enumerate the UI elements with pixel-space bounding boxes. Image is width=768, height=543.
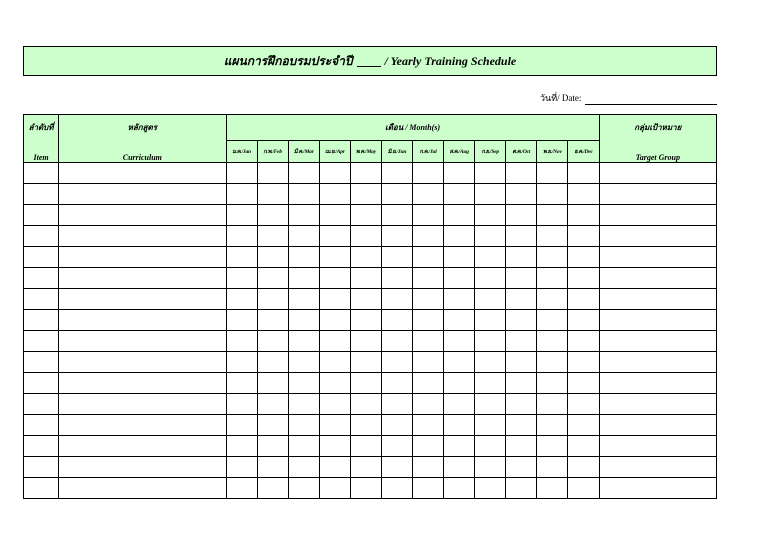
month-cell[interactable] [319,247,350,268]
month-cell[interactable] [381,310,412,331]
item-cell[interactable] [24,226,59,247]
month-cell[interactable] [288,226,319,247]
month-cell[interactable] [257,394,288,415]
month-cell[interactable] [226,226,257,247]
month-cell[interactable] [257,415,288,436]
month-cell[interactable] [537,310,568,331]
month-cell[interactable] [319,289,350,310]
month-cell[interactable] [444,331,475,352]
month-header: มี.ค./Mar [288,141,319,163]
month-cell[interactable] [568,436,599,457]
month-cell[interactable] [350,415,381,436]
table-row [24,205,717,226]
curriculum-cell[interactable] [59,268,226,289]
curriculum-header [59,115,226,163]
month-cell[interactable] [537,226,568,247]
month-cell[interactable] [319,184,350,205]
month-cell[interactable] [381,373,412,394]
target-group-header [599,115,716,163]
month-cell[interactable] [537,436,568,457]
month-cell[interactable] [444,373,475,394]
curriculum-header-english: Curriculum [122,153,162,162]
month-cell[interactable] [506,373,537,394]
item-cell[interactable] [24,373,59,394]
month-cell[interactable] [288,205,319,226]
month-cell[interactable] [226,310,257,331]
curriculum-cell[interactable] [59,352,226,373]
date-blank-line [585,92,717,105]
table-row [24,226,717,247]
item-header [24,115,59,163]
month-cell[interactable] [350,289,381,310]
month-cell[interactable] [226,331,257,352]
month-cell[interactable] [475,184,506,205]
month-cell[interactable] [444,226,475,247]
month-cell[interactable] [475,289,506,310]
month-cell[interactable] [444,394,475,415]
month-cell[interactable] [381,247,412,268]
item-cell[interactable] [24,394,59,415]
item-cell[interactable] [24,436,59,457]
target-group-cell[interactable] [599,184,716,205]
month-cell[interactable] [381,268,412,289]
month-cell[interactable] [288,478,319,499]
curriculum-cell[interactable] [59,394,226,415]
month-cell[interactable] [319,373,350,394]
month-cell[interactable] [413,226,444,247]
month-cell[interactable] [506,226,537,247]
target-header-thai: กลุ่มเป้าหมาย [634,123,682,132]
target-group-cell[interactable] [599,247,716,268]
month-cell[interactable] [319,394,350,415]
table-row [24,394,717,415]
title-english: / Yearly Training Schedule [384,53,517,68]
month-cell[interactable] [381,394,412,415]
month-cell[interactable] [381,478,412,499]
year-blank-line [357,56,381,67]
item-cell[interactable] [24,289,59,310]
month-cell[interactable] [257,436,288,457]
month-cell[interactable] [226,436,257,457]
month-cell[interactable] [350,268,381,289]
table-row [24,457,717,478]
month-cell[interactable] [381,436,412,457]
month-cell[interactable] [319,331,350,352]
item-cell[interactable] [24,478,59,499]
month-cell[interactable] [506,331,537,352]
month-cell[interactable] [413,415,444,436]
table-row [24,415,717,436]
month-cell[interactable] [506,310,537,331]
month-cell[interactable] [350,205,381,226]
month-cell[interactable] [444,352,475,373]
target-group-cell[interactable] [599,310,716,331]
table-row [24,268,717,289]
target-group-cell[interactable] [599,457,716,478]
target-group-cell[interactable] [599,163,716,184]
month-cell[interactable] [350,373,381,394]
month-cell[interactable] [319,268,350,289]
target-group-cell[interactable] [599,205,716,226]
month-cell[interactable] [288,373,319,394]
month-cell[interactable] [257,205,288,226]
month-cell[interactable] [413,310,444,331]
month-cell[interactable] [226,478,257,499]
month-cell[interactable] [381,415,412,436]
month-header: พ.ค./May [350,141,381,163]
curriculum-cell[interactable] [59,331,226,352]
month-cell[interactable] [381,205,412,226]
month-cell[interactable] [475,373,506,394]
item-cell[interactable] [24,310,59,331]
month-cell[interactable] [506,394,537,415]
item-cell[interactable] [24,205,59,226]
date-label: วันที่/ Date: [540,93,582,103]
month-cell[interactable] [319,310,350,331]
month-cell[interactable] [475,247,506,268]
month-cell[interactable] [381,457,412,478]
month-cell[interactable] [319,205,350,226]
month-cell[interactable] [506,163,537,184]
month-cell[interactable] [475,478,506,499]
curriculum-cell[interactable] [59,310,226,331]
target-group-cell[interactable] [599,331,716,352]
month-cell[interactable] [537,331,568,352]
target-group-cell[interactable] [599,415,716,436]
table-row [24,289,717,310]
table-row [24,373,717,394]
item-cell[interactable] [24,352,59,373]
month-cell[interactable] [537,205,568,226]
schedule-title [23,46,717,76]
table-row [24,352,717,373]
month-cell[interactable] [226,394,257,415]
target-header-english: Target Group [635,153,680,162]
table-row [24,163,717,184]
month-cell[interactable] [537,163,568,184]
month-cell[interactable] [413,247,444,268]
month-cell[interactable] [413,163,444,184]
month-cell[interactable] [226,457,257,478]
month-header: ม.ค./Jan [226,141,257,163]
month-cell[interactable] [257,268,288,289]
month-cell[interactable] [350,352,381,373]
month-cell[interactable] [288,394,319,415]
month-cell[interactable] [226,184,257,205]
month-cell[interactable] [350,184,381,205]
month-cell[interactable] [288,247,319,268]
month-cell[interactable] [381,163,412,184]
month-cell[interactable] [475,226,506,247]
month-cell[interactable] [350,394,381,415]
month-cell[interactable] [444,268,475,289]
month-cell[interactable] [350,247,381,268]
month-group-header: เดือน / Month(s) [226,115,599,141]
month-cell[interactable] [537,184,568,205]
month-header: ธ.ค./Dec [568,141,599,163]
month-cell[interactable] [444,184,475,205]
month-cell[interactable] [319,352,350,373]
item-cell[interactable] [24,268,59,289]
month-cell[interactable] [444,205,475,226]
date-field [540,89,717,105]
month-cell[interactable] [444,310,475,331]
curriculum-cell[interactable] [59,247,226,268]
table-row [24,247,717,268]
item-cell[interactable] [24,331,59,352]
month-cell[interactable] [413,184,444,205]
month-header: ก.ค./Jul [413,141,444,163]
month-cell[interactable] [568,268,599,289]
item-cell[interactable] [24,184,59,205]
item-header-english: Item [33,153,49,162]
month-cell[interactable] [475,352,506,373]
month-cell[interactable] [568,163,599,184]
month-cell[interactable] [506,352,537,373]
month-cell[interactable] [568,394,599,415]
month-cell[interactable] [537,478,568,499]
month-cell[interactable] [537,373,568,394]
target-group-cell[interactable] [599,478,716,499]
month-cell[interactable] [350,457,381,478]
month-cell[interactable] [257,373,288,394]
month-cell[interactable] [568,373,599,394]
month-cell[interactable] [475,205,506,226]
curriculum-cell[interactable] [59,415,226,436]
month-cell[interactable] [444,478,475,499]
item-cell[interactable] [24,457,59,478]
month-cell[interactable] [257,247,288,268]
month-header: ส.ค./Aug [444,141,475,163]
month-cell[interactable] [537,457,568,478]
month-cell[interactable] [568,184,599,205]
curriculum-cell[interactable] [59,373,226,394]
month-cell[interactable] [257,331,288,352]
month-cell[interactable] [568,478,599,499]
month-cell[interactable] [568,415,599,436]
table-row [24,184,717,205]
month-cell[interactable] [257,478,288,499]
month-cell[interactable] [413,478,444,499]
month-cell[interactable] [568,457,599,478]
month-cell[interactable] [226,289,257,310]
curriculum-cell[interactable] [59,478,226,499]
month-cell[interactable] [413,268,444,289]
item-cell[interactable] [24,163,59,184]
month-cell[interactable] [381,184,412,205]
month-header: พ.ย./Nov [537,141,568,163]
month-cell[interactable] [257,457,288,478]
curriculum-cell[interactable] [59,289,226,310]
month-cell[interactable] [444,436,475,457]
month-cell[interactable] [413,352,444,373]
curriculum-cell[interactable] [59,457,226,478]
month-header: ก.ย./Sep [475,141,506,163]
month-cell[interactable] [319,457,350,478]
month-cell[interactable] [568,310,599,331]
month-cell[interactable] [537,247,568,268]
month-cell[interactable] [257,310,288,331]
target-group-cell[interactable] [599,289,716,310]
month-cell[interactable] [568,247,599,268]
target-group-cell[interactable] [599,352,716,373]
month-cell[interactable] [350,163,381,184]
month-cell[interactable] [506,415,537,436]
month-cell[interactable] [475,394,506,415]
month-cell[interactable] [226,268,257,289]
month-cell[interactable] [506,478,537,499]
month-cell[interactable] [475,331,506,352]
month-cell[interactable] [257,184,288,205]
month-cell[interactable] [537,394,568,415]
month-cell[interactable] [413,373,444,394]
table-row [24,310,717,331]
curriculum-cell[interactable] [59,436,226,457]
month-cell[interactable] [288,331,319,352]
curriculum-cell[interactable] [59,226,226,247]
month-cell[interactable] [568,289,599,310]
month-cell[interactable] [288,184,319,205]
month-cell[interactable] [506,457,537,478]
month-cell[interactable] [381,352,412,373]
table-row [24,436,717,457]
item-cell[interactable] [24,415,59,436]
month-cell[interactable] [537,415,568,436]
target-group-cell[interactable] [599,394,716,415]
month-cell[interactable] [444,247,475,268]
curriculum-cell[interactable] [59,184,226,205]
month-cell[interactable] [226,163,257,184]
month-cell[interactable] [319,478,350,499]
schedule-table [23,114,717,499]
table-row [24,478,717,499]
month-cell[interactable] [226,373,257,394]
month-cell[interactable] [506,247,537,268]
table-body [24,163,717,499]
month-cell[interactable] [506,268,537,289]
month-cell[interactable] [506,205,537,226]
month-cell[interactable] [537,352,568,373]
curriculum-header-thai: หลักสูตร [127,123,158,132]
month-cell[interactable] [537,289,568,310]
month-header: ก.พ./Feb [257,141,288,163]
month-cell[interactable] [413,331,444,352]
target-group-cell[interactable] [599,226,716,247]
month-cell[interactable] [475,310,506,331]
month-cell[interactable] [537,268,568,289]
month-cell[interactable] [288,352,319,373]
month-cell[interactable] [226,247,257,268]
month-header: มิ.ย./Jun [381,141,412,163]
month-cell[interactable] [226,352,257,373]
target-group-cell[interactable] [599,436,716,457]
table-header [24,115,717,163]
month-cell[interactable] [350,331,381,352]
month-cell[interactable] [381,226,412,247]
month-cell[interactable] [568,205,599,226]
month-cell[interactable] [413,205,444,226]
month-cell[interactable] [381,331,412,352]
month-header: เม.ย./Apr [319,141,350,163]
month-cell[interactable] [288,163,319,184]
month-header: ต.ค./Oct [506,141,537,163]
target-group-cell[interactable] [599,373,716,394]
month-cell[interactable] [257,163,288,184]
table-row [24,331,717,352]
month-cell[interactable] [350,226,381,247]
month-cell[interactable] [444,163,475,184]
title-thai: แผนการฝึกอบรมประจำปี [223,53,353,68]
month-cell[interactable] [413,289,444,310]
month-cell[interactable] [506,436,537,457]
month-cell[interactable] [350,478,381,499]
month-cell[interactable] [475,415,506,436]
month-cell[interactable] [350,436,381,457]
month-cell[interactable] [257,352,288,373]
month-cell[interactable] [413,457,444,478]
month-cell[interactable] [288,415,319,436]
month-cell[interactable] [568,226,599,247]
month-cell[interactable] [257,226,288,247]
month-cell[interactable] [444,415,475,436]
month-cell[interactable] [413,436,444,457]
month-cell[interactable] [475,436,506,457]
month-cell[interactable] [257,289,288,310]
month-cell[interactable] [444,289,475,310]
month-cell[interactable] [568,331,599,352]
month-cell[interactable] [444,457,475,478]
month-cell[interactable] [475,268,506,289]
month-cell[interactable] [226,415,257,436]
month-cell[interactable] [288,268,319,289]
curriculum-cell[interactable] [59,205,226,226]
month-cell[interactable] [319,436,350,457]
item-cell[interactable] [24,247,59,268]
month-cell[interactable] [226,205,257,226]
item-header-thai: ลำดับที่ [28,123,54,132]
month-cell[interactable] [506,184,537,205]
month-cell[interactable] [475,163,506,184]
month-cell[interactable] [381,289,412,310]
month-cell[interactable] [350,310,381,331]
curriculum-cell[interactable] [59,163,226,184]
month-cell[interactable] [288,289,319,310]
month-cell[interactable] [413,394,444,415]
month-cell[interactable] [288,457,319,478]
month-cell[interactable] [475,457,506,478]
month-cell[interactable] [288,436,319,457]
month-cell[interactable] [319,415,350,436]
month-cell[interactable] [506,289,537,310]
target-group-cell[interactable] [599,268,716,289]
month-cell[interactable] [568,352,599,373]
month-cell[interactable] [319,163,350,184]
month-cell[interactable] [319,226,350,247]
month-cell[interactable] [288,310,319,331]
